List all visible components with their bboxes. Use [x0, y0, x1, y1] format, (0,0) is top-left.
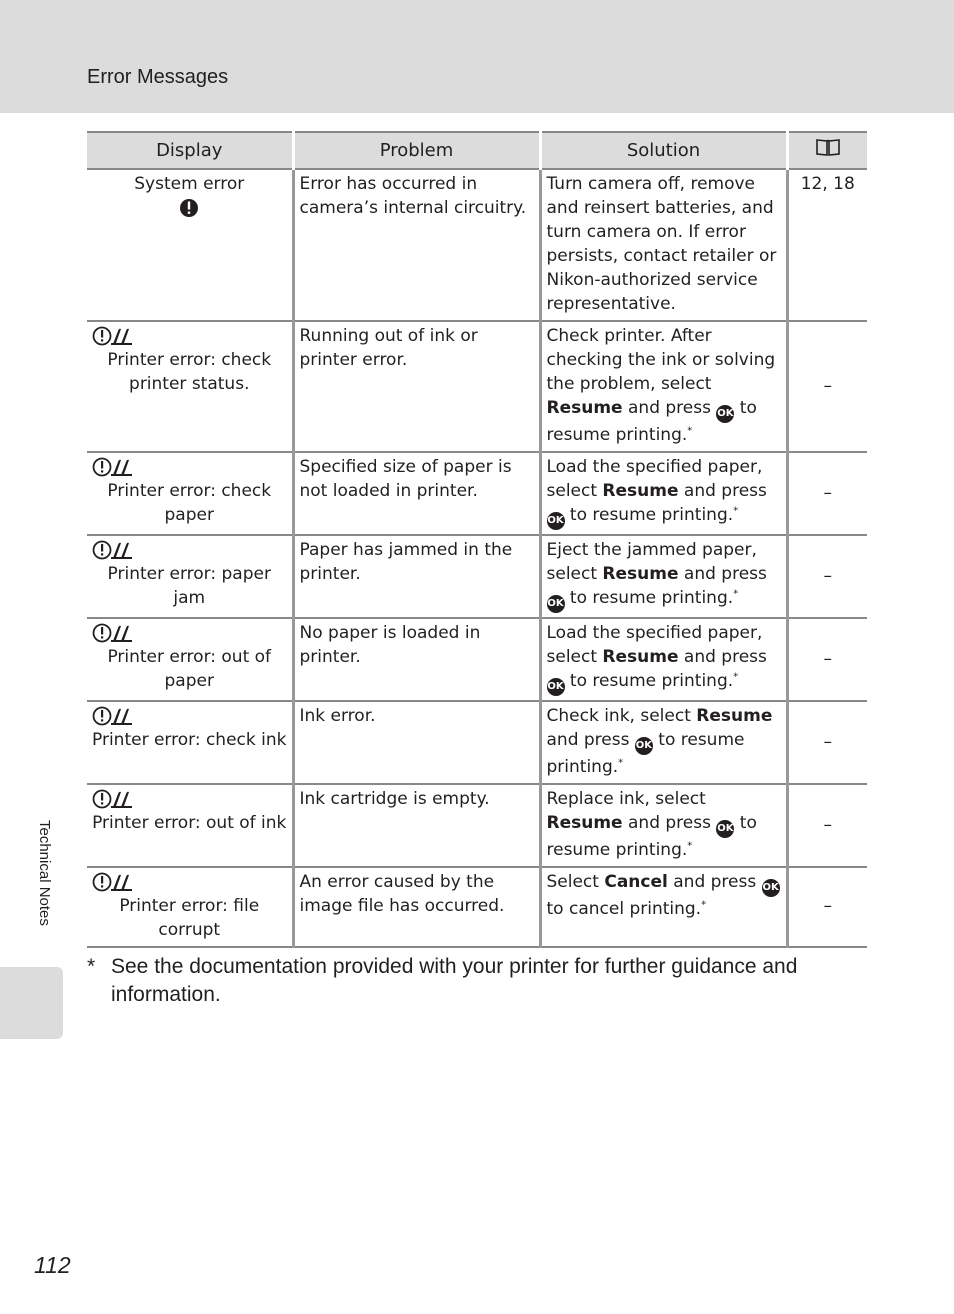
- ok-button-icon: OK: [547, 512, 565, 530]
- solution-text: and press: [678, 481, 767, 501]
- reference-cell: –: [787, 535, 867, 618]
- book-reference-icon: [815, 137, 841, 157]
- solution-text: and press: [546, 730, 635, 750]
- problem-cell: No paper is loaded in printer.: [293, 618, 540, 701]
- side-tab-label: Technical Notes: [36, 820, 53, 926]
- ok-button-icon: OK: [762, 879, 780, 897]
- solution-text: to resume printing.: [564, 671, 734, 691]
- footnote-ref: *: [733, 588, 739, 600]
- problem-cell: Ink error.: [293, 701, 540, 784]
- footnote: [87, 953, 847, 1009]
- display-text: Printer error: paper jam: [107, 564, 271, 608]
- reference-cell: –: [787, 701, 867, 784]
- column-header-solution: Solution: [540, 132, 787, 169]
- display-cell: [87, 784, 293, 867]
- ok-button-icon: OK: [547, 595, 565, 613]
- ok-button-icon: OK: [547, 678, 565, 696]
- display-text: System error: [134, 174, 245, 194]
- printer-error-icon: [92, 871, 134, 893]
- problem-cell: Error has occurred in camera’s internal circuitry.: [293, 169, 540, 321]
- display-cell: [87, 535, 293, 618]
- table-row: [87, 169, 867, 321]
- solution-cell: Turn camera off, remove and reinsert batteries, and turn camera on. If error persists, contact retailer or Nikon-authorized service representative.: [540, 169, 787, 321]
- problem-cell: Specified size of paper is not loaded in printer.: [293, 452, 540, 535]
- ok-button-icon: OK: [716, 405, 734, 423]
- reference-cell: –: [787, 452, 867, 535]
- footnote-ref: *: [701, 899, 707, 911]
- solution-menu-option: Resume: [602, 481, 679, 501]
- display-icon-wrap: [92, 455, 287, 479]
- problem-cell: Paper has jammed in the printer.: [293, 535, 540, 618]
- solution-text: and press: [678, 564, 767, 584]
- printer-error-icon: [92, 456, 134, 478]
- section-title: Error Messages: [87, 66, 229, 88]
- reference-cell: –: [787, 321, 867, 452]
- column-header-reference: [787, 132, 867, 169]
- display-text: Printer error: file corrupt: [119, 896, 260, 940]
- solution-text: Load the specified paper, select: [546, 457, 763, 501]
- column-header-display: Display: [87, 132, 293, 169]
- reference-cell: –: [787, 867, 867, 947]
- display-text: Printer error: check printer status.: [107, 350, 272, 394]
- solution-cell: [540, 452, 787, 535]
- footnote-mark: *: [87, 955, 96, 978]
- solution-menu-option: Resume: [602, 647, 679, 667]
- reference-cell: –: [787, 784, 867, 867]
- display-cell: [87, 169, 293, 321]
- printer-error-icon: [92, 539, 134, 561]
- footnote-ref: *: [687, 425, 693, 437]
- problem-cell: Ink cartridge is empty.: [293, 784, 540, 867]
- solution-menu-option: Resume: [602, 564, 679, 584]
- display-icon-wrap: [92, 324, 287, 348]
- solution-cell: [540, 701, 787, 784]
- display-cell: [87, 618, 293, 701]
- reference-cell: –: [787, 618, 867, 701]
- problem-cell: Running out of ink or printer error.: [293, 321, 540, 452]
- table-header-row: [87, 132, 867, 169]
- solution-cell: [540, 618, 787, 701]
- solution-cell: [540, 867, 787, 947]
- display-icon-wrap: [92, 870, 287, 894]
- display-icon-wrap: [92, 196, 287, 220]
- solution-text: and press: [678, 647, 767, 667]
- display-cell: [87, 452, 293, 535]
- reference-cell: 12, 18: [787, 169, 867, 321]
- display-text: Printer error: out of ink: [92, 813, 287, 833]
- table-row: [87, 867, 867, 947]
- solution-text: and press: [667, 872, 762, 892]
- footnote-ref: *: [687, 840, 693, 852]
- table-row: [87, 321, 867, 452]
- ok-button-icon: OK: [716, 820, 734, 838]
- solution-text: and press: [622, 813, 717, 833]
- solution-text: to resume printing.: [546, 813, 757, 860]
- display-icon-wrap: [92, 787, 287, 811]
- display-text: Printer error: check paper: [107, 481, 272, 525]
- solution-text: and press: [622, 398, 717, 418]
- table-row: [87, 784, 867, 867]
- display-icon-wrap: [92, 538, 287, 562]
- header-band: [0, 0, 954, 113]
- solution-cell: [540, 321, 787, 452]
- display-text: Printer error: out of paper: [107, 647, 272, 691]
- solution-menu-option: Resume: [696, 706, 773, 726]
- solution-text: Check printer. After checking the ink or solving the problem, select: [546, 326, 776, 394]
- ok-button-icon: OK: [635, 737, 653, 755]
- display-cell: [87, 701, 293, 784]
- printer-error-icon: [92, 705, 134, 727]
- display-icon-wrap: [92, 621, 287, 645]
- solution-cell: [540, 535, 787, 618]
- printer-error-icon: [92, 788, 134, 810]
- solution-menu-option: Resume: [546, 813, 623, 833]
- problem-cell: An error caused by the image file has occurred.: [293, 867, 540, 947]
- solution-text: to resume printing.: [546, 730, 745, 777]
- solution-text: Replace ink, select: [546, 789, 706, 809]
- display-cell: [87, 321, 293, 452]
- table-row: [87, 452, 867, 535]
- page-number: 112: [34, 1252, 71, 1278]
- footnote-ref: *: [733, 505, 739, 517]
- footnote-text: See the documentation provided with your printer for further guidance and information.: [111, 955, 798, 1006]
- side-tab: [0, 967, 63, 1039]
- printer-error-icon: [92, 622, 134, 644]
- solution-cell: [540, 784, 787, 867]
- column-header-problem: Problem: [293, 132, 540, 169]
- error-messages-table: [87, 131, 867, 948]
- footnote-ref: *: [733, 671, 739, 683]
- printer-error-icon: [92, 325, 134, 347]
- solution-text: to resume printing.: [564, 505, 734, 525]
- table-row: [87, 618, 867, 701]
- table-row: [87, 535, 867, 618]
- display-icon-wrap: [92, 704, 287, 728]
- display-text: Printer error: check ink: [92, 730, 287, 750]
- solution-text: to resume printing.: [546, 398, 757, 445]
- solution-text: Load the specified paper, select: [546, 623, 763, 667]
- solution-text: Check ink, select: [546, 706, 697, 726]
- solution-text: to cancel printing.: [546, 899, 702, 919]
- solution-text: Eject the jammed paper, select: [546, 540, 757, 584]
- solution-menu-option: Resume: [546, 398, 623, 418]
- display-cell: [87, 867, 293, 947]
- footnote-ref: *: [618, 757, 624, 769]
- system-error-icon: [179, 197, 199, 219]
- solution-text: to resume printing.: [564, 588, 734, 608]
- solution-menu-option: Cancel: [604, 872, 668, 892]
- solution-text: Select: [546, 872, 605, 892]
- table-row: [87, 701, 867, 784]
